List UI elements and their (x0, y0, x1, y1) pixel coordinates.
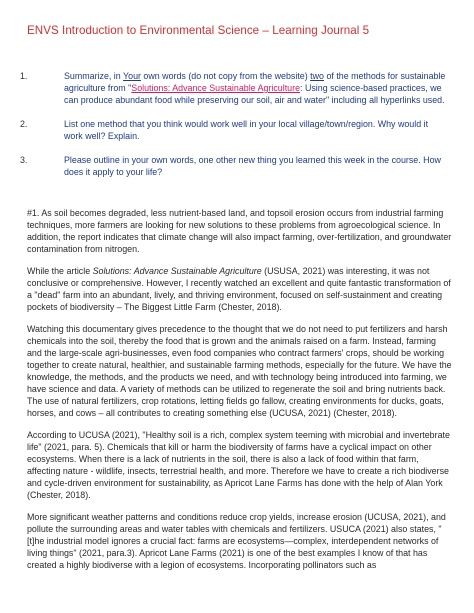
question-text-part: : Using science-based practices, we can produce abundant food while preserving our soil, air and water" including all hyperlinks used. (64, 83, 445, 105)
article-title-italic: Solutions: Advance Sustainable Agriculture (92, 266, 262, 276)
question-number: 1. (20, 71, 28, 81)
paragraph: #1. As soil becomes degraded, less nutrient-based land, and topsoil erosion occurs from industrial farming techniques, more farmers are looking for new solutions to these problems from agroecological science. In addition, the report indicates that climate change will also impact farming, over-fertilization, and groundwater contamination from nitrogen. (27, 208, 452, 254)
question-list (20, 70, 447, 190)
page-title: ENVS Introduction to Environmental Science – Learning Journal 5 (27, 24, 370, 37)
question-3 (20, 154, 447, 178)
question-number: 3. (20, 155, 28, 165)
underlined-word: Your (123, 71, 141, 81)
article-link[interactable]: Solutions: Advance Sustainable Agriculture (131, 83, 301, 93)
paragraph-part: (USUSA, 2021) was interesting, it was not conclusive or comprehensive. However, I recently watched an excellent and quite fantastic transformation of a "dead" farm into an abundant, lively, and thriving environment, focused on self-sustainment and creating pockets of biodiversity – The Biggest Little Farm (Chester, 2018). (27, 266, 451, 312)
question-text-part: Summarize, in (64, 71, 124, 81)
question-text-part: own words (do not copy from the website) (140, 71, 311, 81)
question-text: Please outline in your own words, one other new thing you learned this week in the course. How does it apply to your life? (64, 155, 441, 177)
question-text (42, 70, 447, 106)
paragraph: According to UCUSA (2021), "Healthy soil is a rich, complex system teeming with microbial and invertebrate life" (2021, para. 5). Chemicals that kill or harm the biodiversity of farms have a cyclical impact on other ecosystems. When there is a lack of nutrients in the soil, there is also a lack of food within that farm, affecting nature - wildlife, insects, terrestrial health, and more. Therefore we have to create a rich biodiverse and cycle-driven environment for sustainability, as Apricot Lane Farms has done with the help of Alan York (Chester, 2018). (27, 430, 450, 500)
paragraph: Watching this documentary gives precedence to the thought that we do not need to put fertilizers and harsh chemicals into the soil, thereby the food that is grown and the animals raised on a farm. Instead, farming and the large-scale agri-businesses, even food companies who contract farmers' crops, should be working together to create natural, healthier, and sustainable farming methods, especially for the future. We have the knowledge, the methods, and the products we need, and with technology being introduced into farming, we have science and data. A variety of methods can be utilized to regenerate the soil and bring nutrients back. The use of natural fertilizers, crop rotations, letting fields go fallow, creating environments for ducks, goats, horses, and cows – all contributes to creating something else (UCUSA, 2021) (Chester, 2018). (27, 324, 452, 418)
question-1 (20, 70, 447, 106)
question-2 (20, 118, 447, 142)
answer-body (27, 207, 452, 581)
underlined-word: two (310, 71, 324, 81)
question-text-part: of the methods for sustainable agriculture from " (64, 71, 446, 93)
question-text: List one method that you think would work well in your local village/town/region. Why would it work well? Explain. (64, 119, 429, 141)
paragraph (27, 265, 452, 313)
question-number: 2. (20, 119, 28, 129)
paragraph: More significant weather patterns and conditions reduce crop yields, increase erosion (UCUSA, 2021), and pollute the surrounding areas and water tables with chemicals and fertilizers. USUCA (2021) also states, "[t]he industrial model ignores a crucial fact: farms are ecosystems—complex, interdependent networks of living things" (2021, para.3). Apricot Lane Farms (2021) is one of the best examples I know of that has created a highly biodiverse with a legion of ecosystems. Incorporating pollinators such as (27, 512, 446, 570)
paragraph-part: While the article (27, 266, 93, 276)
